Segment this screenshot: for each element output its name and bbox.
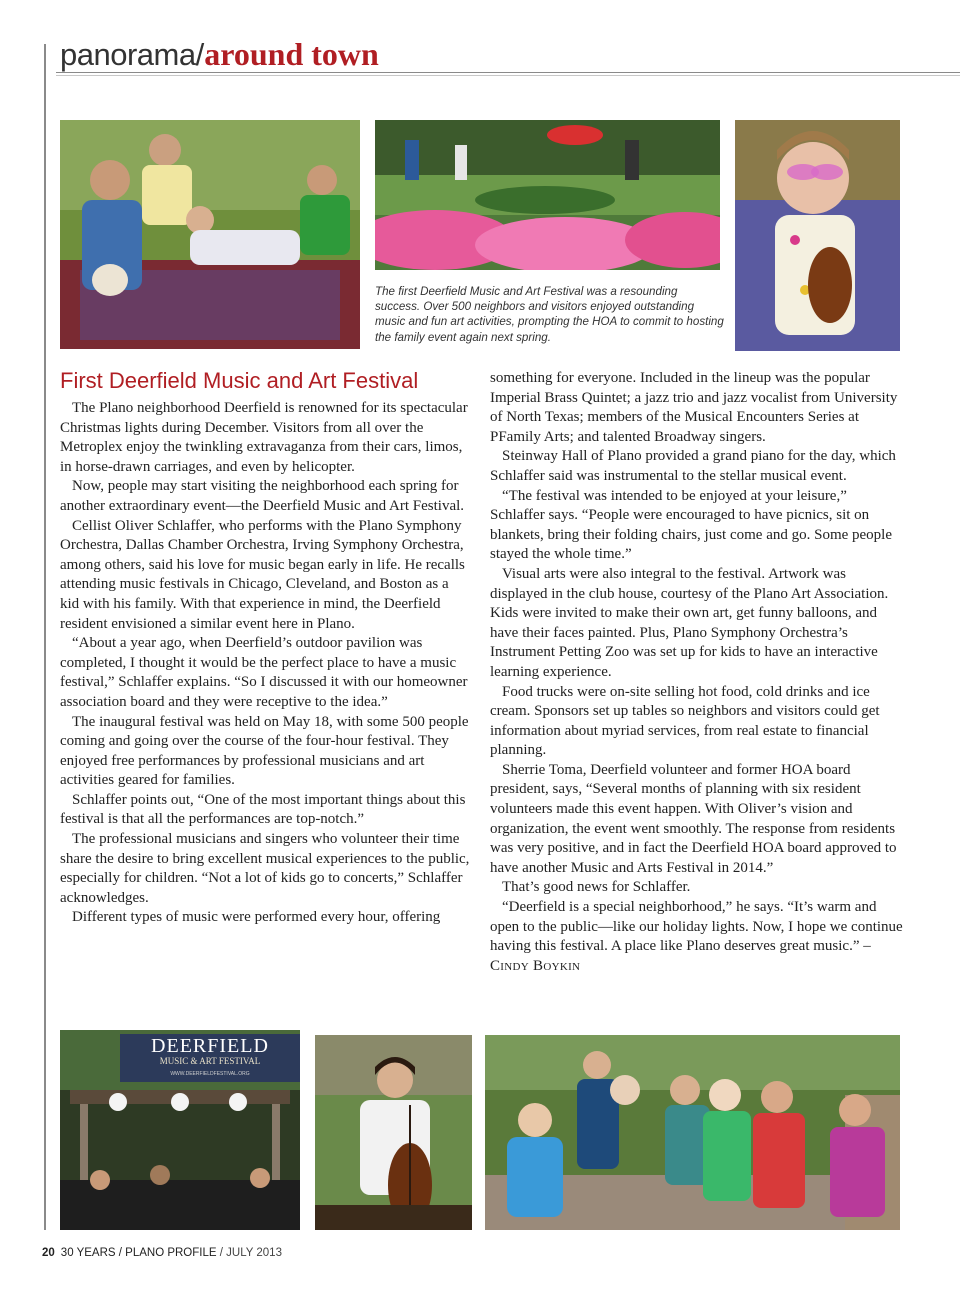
- paragraph: The Plano neighborhood Deerfield is renowned for its spectacular Christmas lights during December. Visitors from all over the Metroplex enjoy the twinkling extravaganza from their cars, limos, in horse-drawn carriages, and even by helicopter.: [60, 400, 468, 475]
- paragraph: Cellist Oliver Schlaffer, who performs with the Plano Symphony Orchestra, Dallas Chamber Orchestra, Irving Symphony Orchestra, among others, said his love for music began early in life. He recalls attending music festivals in Chicago, Cleveland, and Boston as a kid with his family. With that experience in mind, the Deerfield resident envisioned a similar event here in Plano.: [60, 517, 465, 632]
- page-number: 20: [42, 1247, 55, 1259]
- header-rule-secondary: [56, 75, 960, 76]
- closing-quote: “Deerfield is a special neighborhood,” he says. “It’s warm and open to the public—like our holiday lights. Now, I hope we continue having this festival. A place like Plano deserves great music.” –: [490, 899, 903, 955]
- photo-cellist: [315, 1035, 472, 1230]
- photo-caption: The first Deerfield Music and Art Festival was a resounding success. Over 500 neighbors and visitors enjoyed outstanding music and fun art activities, prompting the HOA to commit to hosting the family event again next spring.: [375, 285, 724, 344]
- photo-girl-violin: [735, 120, 900, 351]
- paragraph-continued: something for everyone. Included in the lineup was the popular Imperial Brass Quintet; a jazz trio and jazz vocalist from University of North Texas; members of the Musical Encounters Series at PFamily Arts; and talented Broadway singers.: [490, 370, 898, 445]
- photo-picnic-family: [60, 120, 360, 349]
- banner-subtitle: MUSIC & ART FESTIVAL: [159, 1056, 261, 1066]
- paragraph: “About a year ago, when Deerfield’s outdoor pavilion was completed, I thought it would be the perfect place to have a music festival,” Schlaffer explains. “So I discussed it with our homeowner association board and they were receptive to the idea.”: [60, 635, 468, 710]
- photo-pavilion-banner: [60, 1030, 300, 1230]
- paragraph: The professional musicians and singers who volunteer their time share the desire to bring excellent musical experiences to the public, especially for children. “Not a lot of kids go to concerts,” Schlaffer acknowledges.: [60, 831, 470, 906]
- article-column-1: [60, 399, 470, 928]
- publication-name: 30 YEARS / PLANO PROFILE: [60, 1247, 217, 1259]
- article-column-2: [490, 369, 904, 976]
- article-title: First Deerfield Music and Art Festival: [60, 368, 419, 393]
- paragraph: Steinway Hall of Plano provided a grand piano for the day, which Schlaffer said was instrumental to the stellar musical event.: [490, 448, 896, 484]
- header-rule: [56, 72, 960, 73]
- paragraph: Now, people may start visiting the neighborhood each spring for another extraordinary event—the Deerfield Music and Art Festival.: [60, 478, 465, 514]
- author-byline: Cindy Boykin: [490, 957, 581, 974]
- section-label-panorama: panorama: [60, 37, 196, 72]
- photo-volunteer-women: [485, 1035, 900, 1230]
- photo-garden-flowers: [375, 120, 720, 270]
- paragraph-final: [490, 898, 904, 976]
- section-slash: /: [195, 37, 205, 72]
- section-header: [60, 36, 960, 76]
- page-footer: [42, 1247, 282, 1259]
- vertical-rule: [44, 44, 46, 1230]
- paragraph: Visual arts were also integral to the festival. Artwork was displayed in the club house, courtesy of the Plano Art Association. Kids were invited to make their own art, get funny balloons, and have their faces painted. Plus, Plano Symphony Orchestra’s Instrument Petting Zoo was set up for kids to have an interactive learning experience.: [490, 565, 889, 680]
- paragraph: That’s good news for Schlaffer.: [502, 879, 691, 896]
- footer-separator: /: [216, 1247, 227, 1259]
- paragraph: The inaugural festival was held on May 18, with some 500 people coming and going over the course of the four-hour festival. They enjoyed free performances by professional musicians and art activities geared for families.: [60, 713, 469, 789]
- banner-title: DEERFIELD: [151, 1035, 269, 1057]
- paragraph: Different types of music were performed every hour, offering: [72, 909, 441, 926]
- issue-date: JULY 2013: [226, 1247, 282, 1259]
- paragraph: Sherrie Toma, Deerfield volunteer and former HOA board president, says, “Several months of planning with six resident volunteers made this event happen. With Oliver’s vision and organization, the event went smoothly. The response from residents was very positive, and in fact the Deerfield HOA board approved to have another Music and Arts Festival in 2014.”: [490, 761, 897, 876]
- paragraph: Food trucks were on-site selling hot food, cold drinks and ice cream. Sponsors set up tables so neighbors and visitors could get information about myriad services, from real estate to financial planning.: [490, 683, 880, 759]
- paragraph: Schlaffer points out, “One of the most important things about this festival is that all the performances are top-notch.”: [60, 791, 466, 828]
- paragraph: “The festival was intended to be enjoyed at your leisure,” Schlaffer says. “People were encouraged to have picnics, sit on blankets, bring their folding chairs, just come and go. Some people stayed the whole time.”: [490, 487, 892, 563]
- section-label-around-town: around town: [204, 36, 379, 72]
- banner-url: WWW.DEERFIELDFESTIVAL.ORG: [170, 1071, 250, 1077]
